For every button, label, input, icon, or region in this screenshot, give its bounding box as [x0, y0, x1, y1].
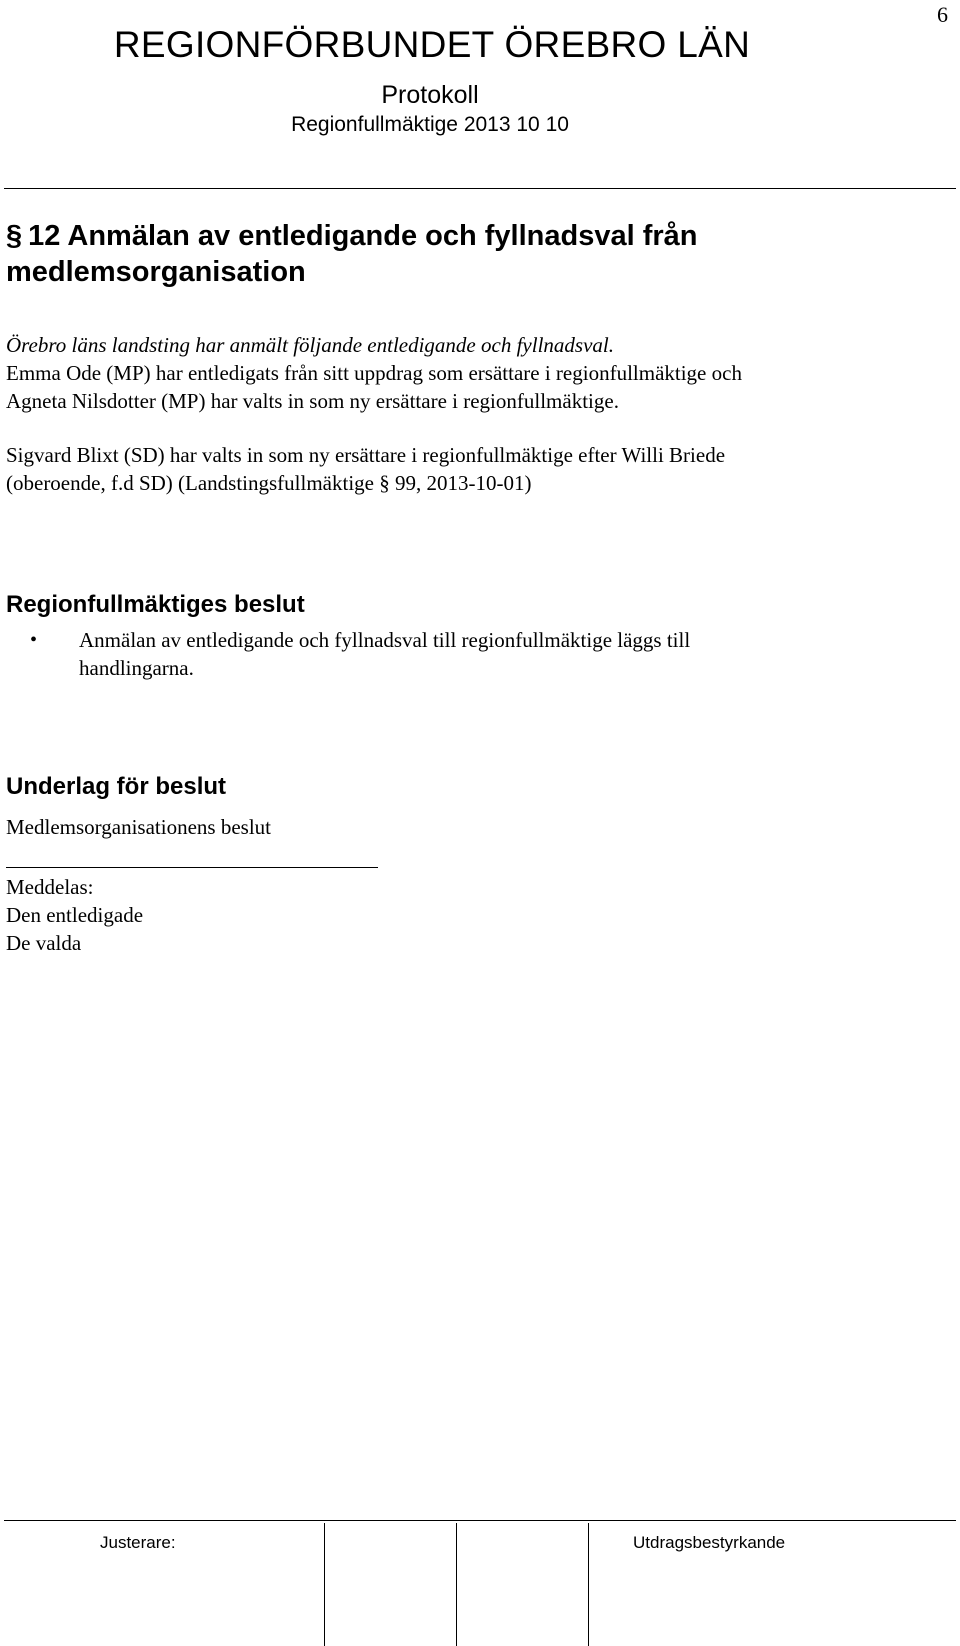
section-title [6, 218, 906, 290]
document-header [0, 22, 960, 138]
organization-name: REGIONFÖRBUNDET ÖREBRO LÄN [113, 24, 751, 65]
decision-text: Anmälan av entledigande och fyllnadsval till regionfullmäktige läggs till handlingarna. [79, 628, 691, 680]
notify-recipient: Den entledigade [6, 903, 144, 927]
paragraph-symbol: § [6, 220, 23, 252]
meeting-date: Regionfullmäktige 2013 10 10 [291, 113, 569, 136]
paragraph-2: Sigvard Blixt (SD) har valts in som ny ersättare i regionfullmäktige efter Willi Briede (oberoende, f.d SD) (Landstingsfullmäktige § 99, 2013-10-01) [6, 443, 726, 495]
basis-heading: Underlag för beslut [6, 773, 227, 800]
signature-line [6, 867, 378, 868]
section-title-line-1: § 12 Anmälan av entledigande och fyllnadsval från [6, 220, 698, 252]
justerare-label: Justerare: [100, 1533, 176, 1552]
document-type: Protokoll [381, 81, 479, 109]
signature-box-divider [588, 1523, 589, 1646]
notify-label: Meddelas: [6, 875, 94, 899]
section-title-line-2: medlemsorganisation [6, 256, 306, 288]
decision-heading: Regionfullmäktiges beslut [6, 591, 305, 618]
extract-certification-label: Utdragsbestyrkande [633, 1533, 786, 1552]
intro-text: Örebro läns landsting har anmält följande entledigande och fyllnadsval. [6, 333, 614, 357]
bullet-icon: • [30, 629, 38, 651]
notify-recipient: De valda [6, 931, 82, 955]
paragraph-1: Emma Ode (MP) har entledigats från sitt uppdrag som ersättare i regionfullmäktige och Agneta Nilsdotter (MP) har valts in som ny ersättare i regionfullmäktige. [6, 361, 742, 413]
header-divider [4, 188, 956, 189]
footer-divider [4, 1520, 956, 1521]
page-number: 6 [937, 2, 948, 27]
decision-list-item [30, 626, 910, 682]
signature-box-divider [456, 1523, 457, 1646]
signature-box-divider [324, 1523, 325, 1646]
basis-item: Medlemsorganisationens beslut [6, 815, 271, 839]
notify-block [6, 873, 143, 957]
